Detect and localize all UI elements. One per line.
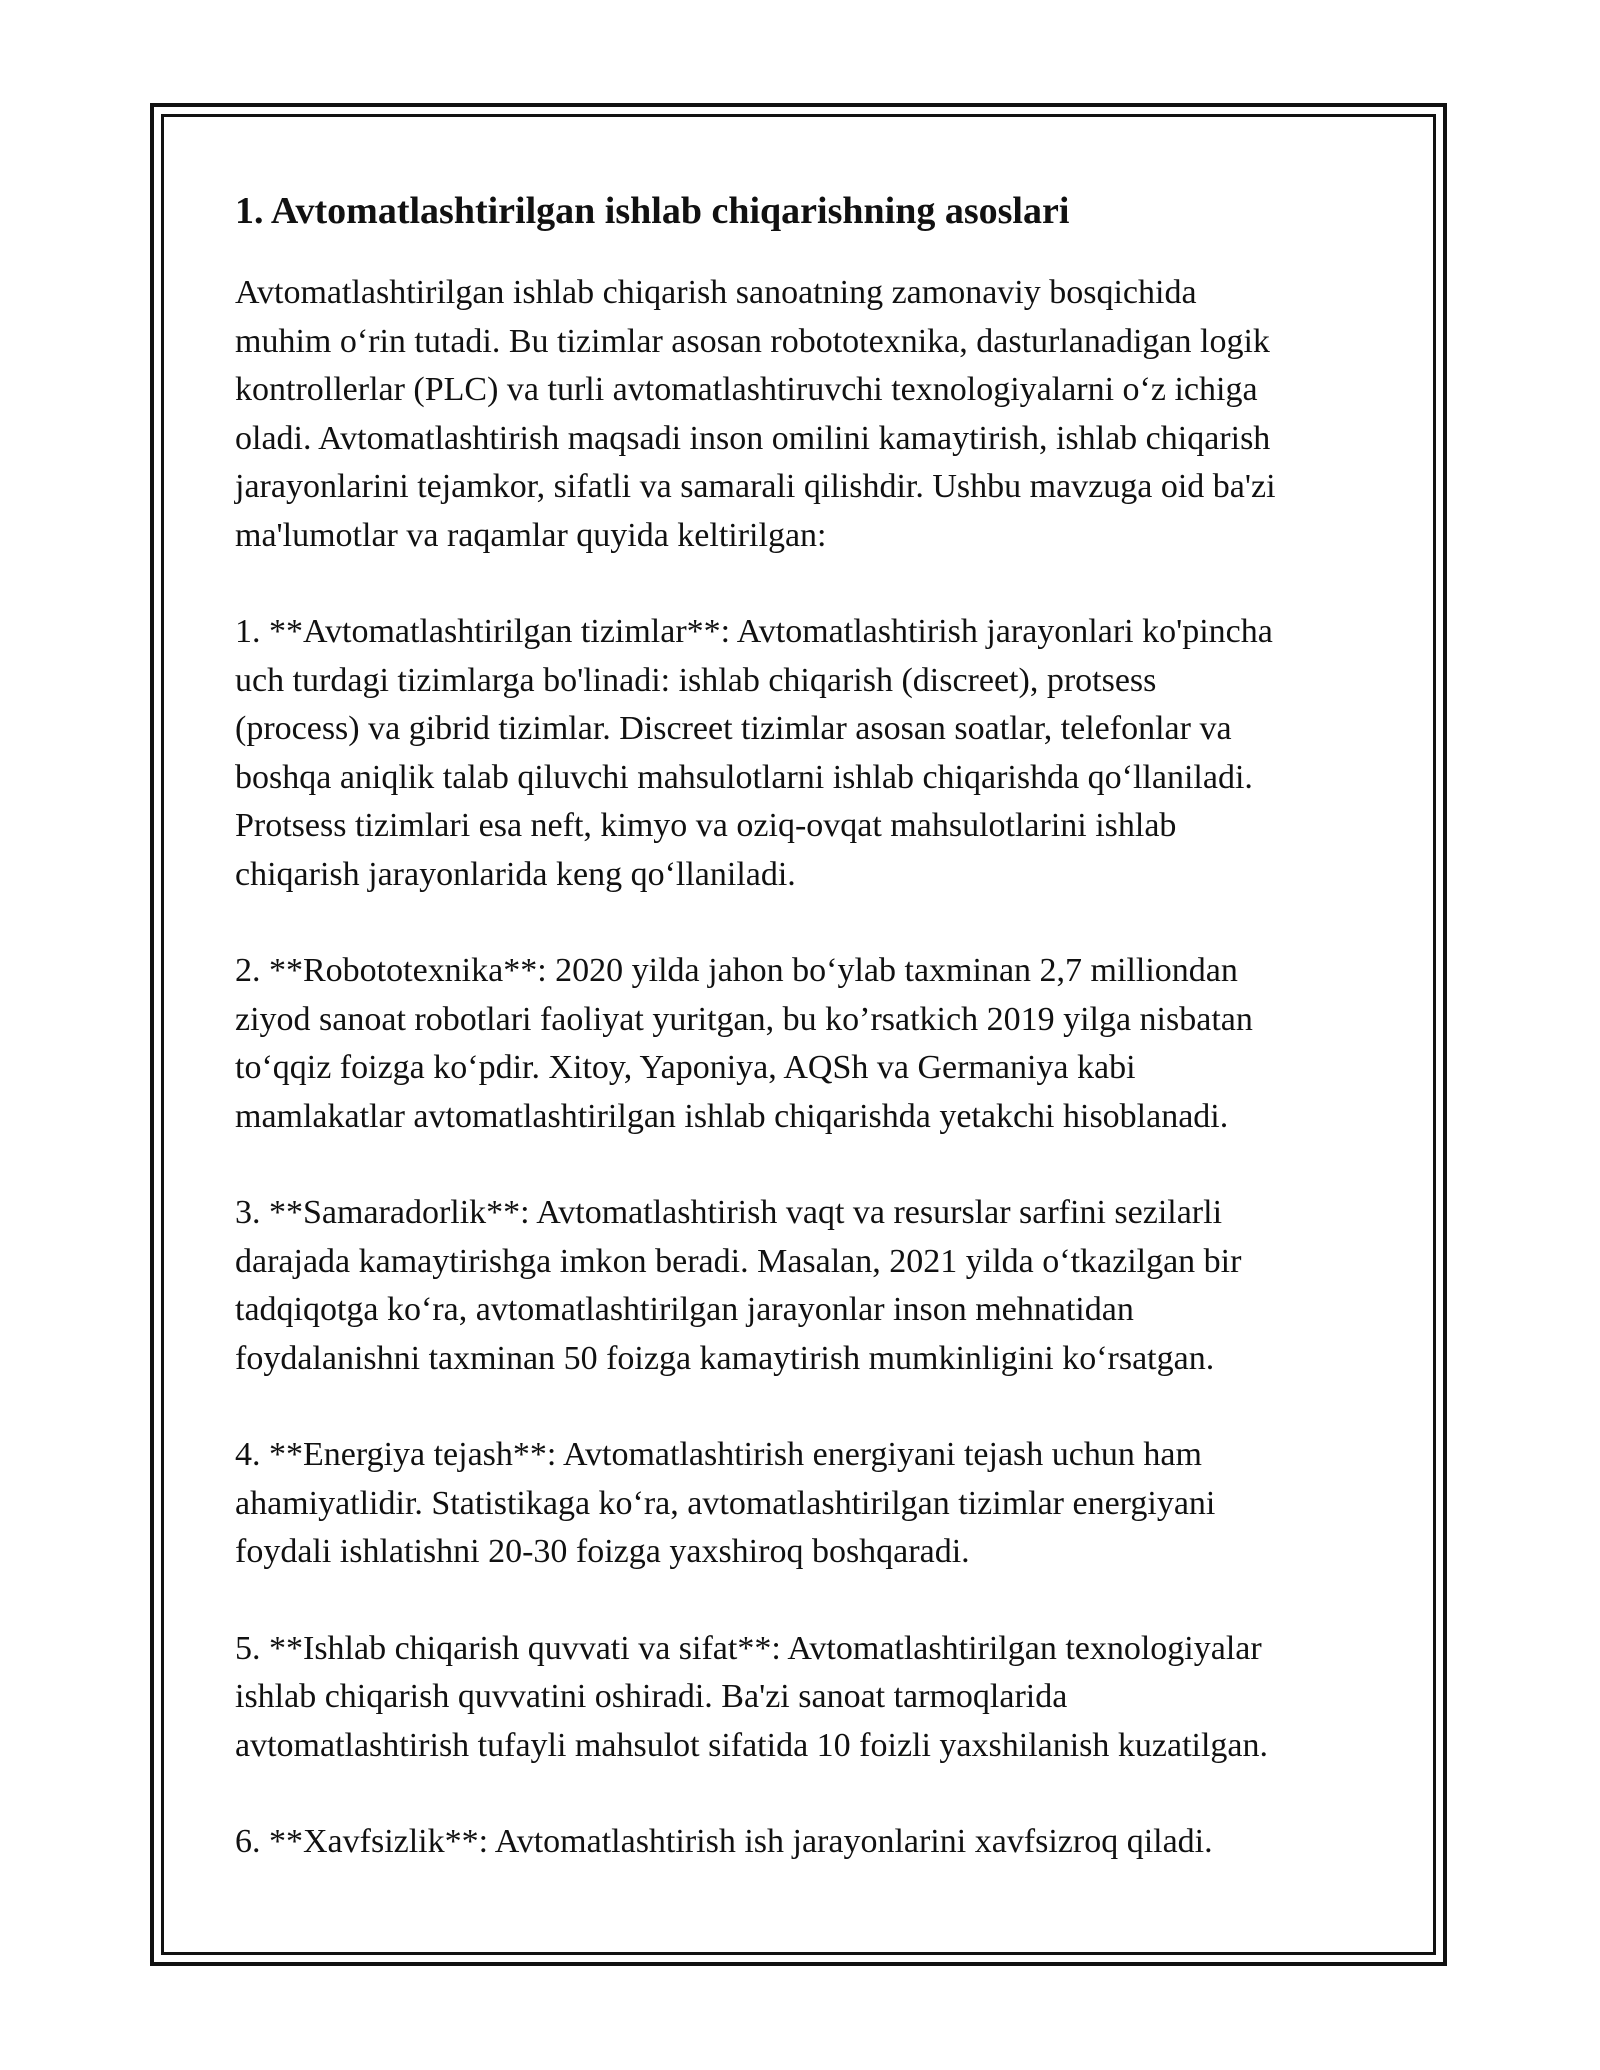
item-efficiency: 3. **Samaradorlik**: Avtomatlashtirish vaqt va resurslar sarfini sezilarli darajada kamaytirishga imkon beradi. Masalan, 2021 yilda o‘tkazilgan bir tadqiqotga ko‘ra, avtomatlashtirilgan jarayonlar inson mehnatidan foydalanishni taxminan 50 foizga kamaytirish mumkinligini ko‘rsatgan.	[235, 1194, 1242, 1377]
section-title: 1. Avtomatlashtirilgan ishlab chiqarishning asoslari	[235, 190, 1070, 232]
document-body	[235, 185, 1375, 1915]
item-production-capacity: 5. **Ishlab chiqarish quvvati va sifat**: Avtomatlashtirilgan texnologiyalar ishlab chiqarish quvvatini oshiradi. Ba'zi sanoat tarmoqlarida avtomatlashtirish tufayli mahsulot sifatida 10 foizli yaxshilanish kuzatilgan.	[235, 1629, 1269, 1764]
item-robotics: 2. **Robototexnika**: 2020 yilda jahon bo‘ylab taxminan 2,7 milliondan ziyod sanoat robotlari faoliyat yuritgan, bu ko’rsatkich 2019 yilga nisbatan to‘qqiz foizga ko‘pdir. Xitoy, Yaponiya, AQSh va Germaniya kabi mamlakatlar avtomatlashtirilgan ishlab chiqarishda yetakchi hisoblanadi.	[235, 952, 1253, 1135]
item-automated-systems: 1. **Avtomatlashtirilgan tizimlar**: Avtomatlashtirish jarayonlari ko'pincha uch turdagi tizimlarga bo'linadi: ishlab chiqarish (discreet), protsess (process) va gibrid tizimlar. Discreet tizimlar asosan soatlar, telefonlar va boshqa aniqlik talab qiluvchi mahsulotlarni ishlab chiqarishda qo‘llaniladi. Protsess tizimlari esa neft, kimyo va oziq-ovqat mahsulotlarini ishlab chiqarish jarayonlarida keng qo‘llaniladi.	[235, 613, 1273, 893]
item-safety: 6. **Xavfsizlik**: Avtomatlashtirish ish jarayonlarini xavfsizroq qiladi.	[235, 1823, 1213, 1860]
intro-paragraph: Avtomatlashtirilgan ishlab chiqarish sanoatning zamonaviy bosqichida muhim o‘rin tutadi. Bu tizimlar asosan robototexnika, dasturlanadigan logik kontrollerlar (PLC) va turli avtomatlashtiruvchi texnologiyalarni o‘z ichiga oladi. Avtomatlashtirish maqsadi inson omilini kamaytirish, ishlab chiqarish jarayonlarini tejamkor, sifatli va samarali qilishdir. Ushbu mavzuga oid ba'zi ma'lumotlar va raqamlar quyida keltirilgan:	[235, 274, 1276, 554]
item-energy-saving: 4. **Energiya tejash**: Avtomatlashtirish energiyani tejash uchun ham ahamiyatlidir. Statistikaga ko‘ra, avtomatlashtirilgan tizimlar energiyani foydali ishlatishni 20-30 foizga yaxshiroq boshqaradi.	[235, 1436, 1216, 1570]
